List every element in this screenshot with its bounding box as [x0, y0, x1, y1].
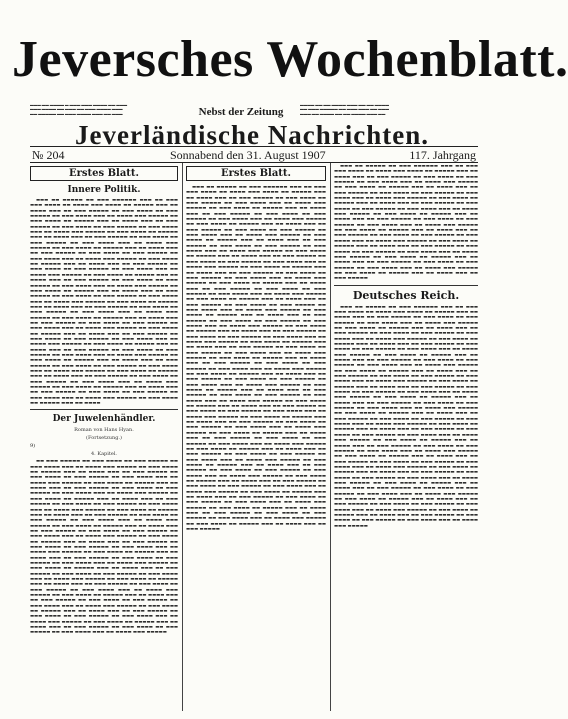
header-rule-top	[30, 146, 478, 147]
article-body-3a: ▬▬▬ ▬▬ ▬▬▬▬▬ ▬▬ ▬▬▬ ▬▬▬▬▬▬ ▬▬▬ ▬▬ ▬▬▬ ▬▬▬ ▬▬▬▬ ▬▬ ▬▬▬▬ ▬▬▬ ▬▬▬▬ ▬▬ ▬▬▬▬▬ ▬▬▬ ▬▬ ▬▬▬▬ ▬▬▬ ▬▬ ▬▬▬ ▬▬▬▬▬ ▬▬ ▬▬▬ ▬▬▬▬ ▬▬ ▬▬▬ ▬▬▬▬▬ ▬▬ ▬▬▬ ▬▬▬▬ ▬▬▬ ▬▬ ▬▬▬▬ ▬▬▬ ▬▬▬▬▬ ▬▬ ▬▬▬ ▬▬▬▬ ▬▬ ▬▬▬▬▬ ▬▬▬ ▬▬ ▬▬▬▬ ▬▬▬ ▬▬ ▬▬▬ ▬▬▬▬▬ ▬▬ ▬▬▬ ▬▬▬▬ ▬▬ ▬▬▬ ▬▬▬▬▬ ▬▬ ▬▬▬ ▬▬▬▬ ▬▬▬ ▬▬ ▬▬▬▬ ▬▬▬ ▬▬▬▬▬ ▬▬ ▬▬▬ ▬▬▬▬ ▬▬ ▬▬▬▬▬ ▬▬▬ ▬▬ ▬▬▬▬ ▬▬▬ ▬▬ ▬▬▬ ▬▬▬▬▬ ▬▬ ▬▬▬ ▬▬▬▬ ▬▬ ▬▬▬ ▬▬▬▬▬ ▬▬ ▬▬▬ ▬▬▬▬ ▬▬▬ ▬▬ ▬▬▬▬ ▬▬▬ ▬▬▬▬▬ ▬▬ ▬▬▬ ▬▬▬▬ ▬▬ ▬▬▬▬▬ ▬▬▬ ▬▬ ▬▬▬▬ ▬▬▬ ▬▬ ▬▬▬ ▬▬▬▬▬ ▬▬ ▬▬▬ ▬▬▬▬ ▬▬ ▬▬▬ ▬▬▬▬▬ ▬▬ ▬▬▬ ▬▬▬▬ ▬▬▬ ▬▬ ▬▬▬▬ ▬▬▬ ▬▬▬▬▬ ▬▬ ▬▬▬ ▬▬▬▬ ▬▬ ▬▬▬▬▬ ▬▬▬ ▬▬ ▬▬▬▬ ▬▬▬ ▬▬ ▬▬▬ ▬▬▬▬▬ ▬▬ ▬▬▬ ▬▬▬▬ ▬▬ ▬▬▬ ▬▬▬▬▬ ▬▬ ▬▬▬ ▬▬▬▬ ▬▬▬ ▬▬ ▬▬▬▬ ▬▬▬ ▬▬▬▬▬ ▬▬ ▬▬▬ ▬▬▬▬ ▬▬ ▬▬▬▬▬ ▬▬▬ ▬▬ ▬▬▬▬ ▬▬▬ ▬▬ ▬▬▬ ▬▬▬▬▬ ▬▬ ▬▬▬ ▬▬▬▬ ▬▬ ▬▬▬ ▬▬▬▬▬ ▬▬ ▬▬▬ ▬▬▬▬ ▬▬▬ ▬▬ ▬▬▬▬ ▬▬▬ ▬▬▬▬▬ ▬▬ ▬▬▬ ▬▬▬▬ ▬▬ ▬▬▬▬▬ ▬▬▬ ▬▬ ▬▬▬▬ ▬▬▬ ▬▬ ▬▬▬ ▬▬▬▬▬ ▬▬ ▬▬▬ ▬▬▬▬ ▬▬ ▬▬▬ ▬▬▬▬▬ ▬▬ ▬▬▬ ▬▬▬▬ ▬▬▬ ▬▬ ▬▬▬▬ ▬▬▬ ▬▬▬▬▬ ▬▬ ▬▬▬ ▬▬▬▬ ▬▬ ▬▬▬▬▬ ▬▬▬ ▬▬ ▬▬▬▬ ▬▬▬ ▬▬ ▬▬▬ ▬▬▬▬▬	[334, 164, 478, 282]
issue-date: Sonnabend den 31. August 1907	[170, 148, 326, 162]
section-separator-3	[334, 285, 478, 286]
serial-continuation: (Fortsetzung.)	[86, 435, 122, 442]
column-1	[30, 164, 178, 712]
publisher-note-right: ▬▬▬▬ ▬▬ ▬▬ ▬▬▬▬ ▬▬▬ ▬▬ ▬▬ ▬▬▬▬ ▬▬ ▬▬▬ ▬▬▬▬▬ ▬▬ ▬▬▬ ▬▬▬ ▬▬ ▬▬▬ ▬▬▬ ▬▬ ▬▬▬▬ ▬▬ ▬▬ ▬▬▬▬ ▬▬▬ ▬▬	[300, 103, 389, 116]
dateline	[30, 148, 478, 162]
serial-author: Roman von Hans Hyan.	[74, 427, 134, 434]
section-separator	[30, 409, 178, 410]
section-heading-reich: Deutsches Reich.	[352, 288, 460, 302]
masthead-title: Jeversches Wochenblatt.	[12, 31, 568, 88]
article-body-2: ▬▬▬ ▬▬ ▬▬▬▬▬ ▬▬ ▬▬▬ ▬▬▬▬▬▬ ▬▬▬ ▬▬ ▬▬▬ ▬▬▬ ▬▬▬▬ ▬▬ ▬▬▬▬ ▬▬▬ ▬▬▬▬ ▬▬ ▬▬▬▬▬ ▬▬▬ ▬▬ ▬▬▬▬ ▬▬▬ ▬▬ ▬▬▬ ▬▬▬▬▬ ▬▬ ▬▬▬ ▬▬▬▬ ▬▬ ▬▬▬ ▬▬▬▬▬ ▬▬ ▬▬▬ ▬▬▬▬ ▬▬▬ ▬▬ ▬▬▬▬ ▬▬▬ ▬▬▬▬▬ ▬▬ ▬▬▬ ▬▬▬▬ ▬▬ ▬▬▬▬▬ ▬▬▬ ▬▬ ▬▬▬▬ ▬▬▬ ▬▬ ▬▬▬ ▬▬▬▬▬ ▬▬ ▬▬▬ ▬▬▬▬ ▬▬ ▬▬▬ ▬▬▬▬▬ ▬▬ ▬▬▬ ▬▬▬▬ ▬▬▬ ▬▬ ▬▬▬▬ ▬▬▬ ▬▬▬▬▬ ▬▬ ▬▬▬ ▬▬▬▬ ▬▬ ▬▬▬▬▬ ▬▬▬ ▬▬ ▬▬▬▬ ▬▬▬ ▬▬ ▬▬▬ ▬▬▬▬▬ ▬▬ ▬▬▬ ▬▬▬▬ ▬▬ ▬▬▬ ▬▬▬▬▬ ▬▬ ▬▬▬ ▬▬▬▬ ▬▬▬ ▬▬ ▬▬▬▬ ▬▬▬ ▬▬▬▬▬ ▬▬ ▬▬▬ ▬▬▬▬ ▬▬ ▬▬▬▬▬ ▬▬▬ ▬▬ ▬▬▬▬ ▬▬▬ ▬▬ ▬▬▬ ▬▬▬▬▬ ▬▬ ▬▬▬ ▬▬▬▬ ▬▬ ▬▬▬ ▬▬▬▬▬ ▬▬ ▬▬▬ ▬▬▬▬ ▬▬▬ ▬▬ ▬▬▬▬ ▬▬▬ ▬▬▬▬▬ ▬▬ ▬▬▬ ▬▬▬▬ ▬▬ ▬▬▬▬▬ ▬▬▬ ▬▬ ▬▬▬▬ ▬▬▬ ▬▬ ▬▬▬ ▬▬▬▬▬ ▬▬ ▬▬▬ ▬▬▬▬ ▬▬ ▬▬▬ ▬▬▬▬▬ ▬▬ ▬▬▬ ▬▬▬▬ ▬▬▬ ▬▬ ▬▬▬▬ ▬▬▬ ▬▬▬▬▬ ▬▬ ▬▬▬ ▬▬▬▬ ▬▬ ▬▬▬▬▬ ▬▬▬ ▬▬ ▬▬▬▬ ▬▬▬ ▬▬ ▬▬▬ ▬▬▬▬▬ ▬▬ ▬▬▬ ▬▬▬▬ ▬▬ ▬▬▬ ▬▬▬▬▬ ▬▬ ▬▬▬ ▬▬▬▬ ▬▬▬ ▬▬ ▬▬▬▬ ▬▬▬ ▬▬▬▬▬ ▬▬ ▬▬▬ ▬▬▬▬ ▬▬ ▬▬▬▬▬ ▬▬▬ ▬▬ ▬▬▬▬ ▬▬▬ ▬▬ ▬▬▬ ▬▬▬▬▬ ▬▬ ▬▬▬ ▬▬▬▬ ▬▬ ▬▬▬ ▬▬▬▬▬ ▬▬ ▬▬▬ ▬▬▬▬ ▬▬▬ ▬▬ ▬▬▬▬ ▬▬▬ ▬▬▬▬▬ ▬▬ ▬▬▬ ▬▬▬▬ ▬▬ ▬▬▬▬▬ ▬▬▬ ▬▬ ▬▬▬▬ ▬▬▬ ▬▬ ▬▬▬ ▬▬▬▬▬ ▬▬ ▬▬▬ ▬▬▬▬ ▬▬ ▬▬▬ ▬▬▬▬▬ ▬▬ ▬▬▬ ▬▬▬▬ ▬▬▬ ▬▬ ▬▬▬▬ ▬▬▬ ▬▬▬▬▬ ▬▬ ▬▬▬ ▬▬▬▬ ▬▬ ▬▬▬▬▬ ▬▬▬ ▬▬ ▬▬▬▬ ▬▬▬ ▬▬ ▬▬▬ ▬▬▬▬▬ ▬▬ ▬▬▬ ▬▬▬▬ ▬▬ ▬▬▬ ▬▬▬▬▬ ▬▬ ▬▬▬ ▬▬▬▬ ▬▬▬ ▬▬ ▬▬▬▬ ▬▬▬ ▬▬▬▬▬ ▬▬ ▬▬▬ ▬▬▬▬ ▬▬ ▬▬▬▬▬ ▬▬▬ ▬▬ ▬▬▬▬ ▬▬▬ ▬▬ ▬▬▬ ▬▬▬▬▬ ▬▬ ▬▬▬ ▬▬▬▬ ▬▬ ▬▬▬ ▬▬▬▬▬ ▬▬ ▬▬▬ ▬▬▬▬ ▬▬▬ ▬▬ ▬▬▬▬ ▬▬▬ ▬▬▬▬▬ ▬▬ ▬▬▬ ▬▬▬▬ ▬▬ ▬▬▬▬▬ ▬▬▬ ▬▬ ▬▬▬▬ ▬▬▬ ▬▬ ▬▬▬ ▬▬▬▬▬ ▬▬ ▬▬▬ ▬▬▬▬ ▬▬ ▬▬▬ ▬▬▬▬▬ ▬▬ ▬▬▬ ▬▬▬▬ ▬▬▬ ▬▬ ▬▬▬▬ ▬▬▬ ▬▬▬▬▬ ▬▬ ▬▬▬ ▬▬▬▬ ▬▬ ▬▬▬▬▬ ▬▬▬ ▬▬ ▬▬▬▬ ▬▬▬ ▬▬ ▬▬▬ ▬▬▬▬▬ ▬▬ ▬▬▬ ▬▬▬▬ ▬▬ ▬▬▬ ▬▬▬▬▬ ▬▬ ▬▬▬ ▬▬▬▬ ▬▬▬ ▬▬ ▬▬▬▬ ▬▬▬ ▬▬▬▬▬ ▬▬ ▬▬▬ ▬▬▬▬ ▬▬ ▬▬▬▬▬ ▬▬▬ ▬▬ ▬▬▬▬ ▬▬▬ ▬▬ ▬▬▬ ▬▬▬▬▬ ▬▬ ▬▬▬ ▬▬▬▬ ▬▬ ▬▬▬ ▬▬▬▬▬ ▬▬ ▬▬▬ ▬▬▬▬ ▬▬▬ ▬▬ ▬▬▬▬ ▬▬▬ ▬▬▬▬▬ ▬▬ ▬▬▬ ▬▬▬▬ ▬▬ ▬▬▬▬▬ ▬▬▬ ▬▬ ▬▬▬▬ ▬▬▬ ▬▬ ▬▬▬ ▬▬▬▬▬ ▬▬ ▬▬▬ ▬▬▬▬ ▬▬ ▬▬▬ ▬▬▬▬▬ ▬▬ ▬▬▬ ▬▬▬▬ ▬▬▬ ▬▬ ▬▬▬▬ ▬▬▬ ▬▬▬▬▬ ▬▬ ▬▬▬ ▬▬▬▬ ▬▬ ▬▬▬▬▬ ▬▬▬ ▬▬ ▬▬▬▬ ▬▬▬ ▬▬ ▬▬▬ ▬▬▬▬▬ ▬▬ ▬▬▬ ▬▬▬▬ ▬▬ ▬▬▬ ▬▬▬▬▬ ▬▬ ▬▬▬ ▬▬▬▬ ▬▬▬ ▬▬ ▬▬▬▬ ▬▬▬ ▬▬▬▬▬ ▬▬ ▬▬▬ ▬▬▬▬ ▬▬ ▬▬▬▬▬ ▬▬▬ ▬▬ ▬▬▬▬ ▬▬▬ ▬▬ ▬▬▬ ▬▬▬▬▬ ▬▬ ▬▬▬ ▬▬▬▬ ▬▬ ▬▬▬ ▬▬▬▬▬ ▬▬ ▬▬▬ ▬▬▬▬ ▬▬▬ ▬▬ ▬▬▬▬ ▬▬▬ ▬▬▬▬▬ ▬▬ ▬▬▬ ▬▬▬▬ ▬▬ ▬▬▬▬▬ ▬▬▬ ▬▬ ▬▬▬▬ ▬▬▬ ▬▬ ▬▬▬ ▬▬▬▬▬ ▬▬ ▬▬▬ ▬▬▬▬ ▬▬ ▬▬▬ ▬▬▬▬▬ ▬▬ ▬▬▬ ▬▬▬▬ ▬▬▬ ▬▬ ▬▬▬▬ ▬▬▬ ▬▬▬▬▬ ▬▬ ▬▬▬ ▬▬▬▬ ▬▬ ▬▬▬▬▬ ▬▬▬ ▬▬ ▬▬▬▬ ▬▬▬ ▬▬ ▬▬▬ ▬▬▬▬▬ ▬▬ ▬▬▬ ▬▬▬▬ ▬▬ ▬▬▬ ▬▬▬▬▬ ▬▬ ▬▬▬ ▬▬▬▬ ▬▬▬ ▬▬ ▬▬▬▬ ▬▬▬ ▬▬▬▬▬ ▬▬ ▬▬▬ ▬▬▬▬ ▬▬ ▬▬▬▬▬ ▬▬▬ ▬▬ ▬▬▬▬ ▬▬▬ ▬▬ ▬▬▬ ▬▬▬▬▬ ▬▬ ▬▬▬ ▬▬▬▬ ▬▬ ▬▬▬ ▬▬▬▬▬ ▬▬ ▬▬▬ ▬▬▬▬ ▬▬▬ ▬▬ ▬▬▬▬ ▬▬▬ ▬▬▬▬▬ ▬▬ ▬▬▬ ▬▬▬▬ ▬▬ ▬▬▬▬▬ ▬▬▬ ▬▬ ▬▬▬▬ ▬▬▬ ▬▬ ▬▬▬ ▬▬▬▬▬ ▬▬ ▬▬▬ ▬▬▬▬ ▬▬ ▬▬▬ ▬▬▬▬▬ ▬▬ ▬▬▬ ▬▬▬▬ ▬▬▬ ▬▬ ▬▬▬▬ ▬▬▬ ▬▬▬▬▬ ▬▬ ▬▬▬ ▬▬▬▬ ▬▬ ▬▬▬▬▬ ▬▬▬ ▬▬ ▬▬▬▬ ▬▬▬ ▬▬ ▬▬▬ ▬▬▬▬▬ ▬▬ ▬▬▬ ▬▬▬▬ ▬▬ ▬▬▬ ▬▬▬▬▬ ▬▬ ▬▬▬ ▬▬▬▬ ▬▬▬ ▬▬ ▬▬▬▬ ▬▬▬ ▬▬▬▬▬ ▬▬ ▬▬▬ ▬▬▬▬ ▬▬ ▬▬▬▬▬ ▬▬▬ ▬▬ ▬▬▬▬ ▬▬▬ ▬▬ ▬▬▬ ▬▬▬▬▬ ▬▬ ▬▬▬ ▬▬▬▬ ▬▬ ▬▬▬ ▬▬▬▬▬ ▬▬ ▬▬▬ ▬▬▬▬ ▬▬▬ ▬▬ ▬▬▬▬ ▬▬▬ ▬▬▬▬▬ ▬▬ ▬▬▬ ▬▬▬▬ ▬▬ ▬▬▬▬▬ ▬▬▬ ▬▬ ▬▬▬▬ ▬▬▬ ▬▬ ▬▬▬ ▬▬▬▬▬	[186, 185, 326, 532]
section-box-head: Erstes Blatt.	[30, 166, 178, 181]
column-2	[186, 164, 326, 712]
subheader-title: Jeverländische Nachrichten.	[75, 120, 429, 150]
publisher-note-left: ▬▬▬ ▬▬ ▬▬▬▬ ▬ ▬▬▬ ▬▬▬ ▬▬▬▬ ▬▬ ▬▬▬ ▬▬▬ ▬▬▬▬ ▬▬ ▬▬▬ ▬▬ ▬▬▬ ▬▬▬▬ ▬▬▬ ▬▬ ▬▬▬▬▬ ▬▬ ▬▬▬ ▬▬▬▬ ▬▬▬ ▬▬ ▬▬▬	[30, 103, 128, 116]
column-3	[334, 164, 478, 712]
serial-installment-number: 9)	[30, 443, 36, 450]
subheader-nebst: Nebst der Zeitung	[198, 106, 284, 118]
issue-number: № 204	[32, 148, 65, 162]
column-divider-1	[182, 163, 183, 711]
article-body-3b: ▬▬▬ ▬▬ ▬▬▬▬▬ ▬▬ ▬▬▬ ▬▬▬▬▬▬ ▬▬▬ ▬▬ ▬▬▬ ▬▬▬ ▬▬▬▬ ▬▬ ▬▬▬▬ ▬▬▬ ▬▬▬▬ ▬▬ ▬▬▬▬▬ ▬▬▬ ▬▬ ▬▬▬▬ ▬▬▬ ▬▬ ▬▬▬ ▬▬▬▬▬ ▬▬ ▬▬▬ ▬▬▬▬ ▬▬ ▬▬▬ ▬▬▬▬▬ ▬▬ ▬▬▬ ▬▬▬▬ ▬▬▬ ▬▬ ▬▬▬▬ ▬▬▬ ▬▬▬▬▬ ▬▬ ▬▬▬ ▬▬▬▬ ▬▬ ▬▬▬▬▬ ▬▬▬ ▬▬ ▬▬▬▬ ▬▬▬ ▬▬ ▬▬▬ ▬▬▬▬▬ ▬▬ ▬▬▬ ▬▬▬▬ ▬▬ ▬▬▬ ▬▬▬▬▬ ▬▬ ▬▬▬ ▬▬▬▬ ▬▬▬ ▬▬ ▬▬▬▬ ▬▬▬ ▬▬▬▬▬ ▬▬ ▬▬▬ ▬▬▬▬ ▬▬ ▬▬▬▬▬ ▬▬▬ ▬▬ ▬▬▬▬ ▬▬▬ ▬▬ ▬▬▬ ▬▬▬▬▬ ▬▬ ▬▬▬ ▬▬▬▬ ▬▬ ▬▬▬ ▬▬▬▬▬ ▬▬ ▬▬▬ ▬▬▬▬ ▬▬▬ ▬▬ ▬▬▬▬ ▬▬▬ ▬▬▬▬▬ ▬▬ ▬▬▬ ▬▬▬▬ ▬▬ ▬▬▬▬▬ ▬▬▬ ▬▬ ▬▬▬▬ ▬▬▬ ▬▬ ▬▬▬ ▬▬▬▬▬ ▬▬ ▬▬▬ ▬▬▬▬ ▬▬ ▬▬▬ ▬▬▬▬▬ ▬▬ ▬▬▬ ▬▬▬▬ ▬▬▬ ▬▬ ▬▬▬▬ ▬▬▬ ▬▬▬▬▬ ▬▬ ▬▬▬ ▬▬▬▬ ▬▬ ▬▬▬▬▬ ▬▬▬ ▬▬ ▬▬▬▬ ▬▬▬ ▬▬ ▬▬▬ ▬▬▬▬▬ ▬▬ ▬▬▬ ▬▬▬▬ ▬▬ ▬▬▬ ▬▬▬▬▬ ▬▬ ▬▬▬ ▬▬▬▬ ▬▬▬ ▬▬ ▬▬▬▬ ▬▬▬ ▬▬▬▬▬ ▬▬ ▬▬▬ ▬▬▬▬ ▬▬ ▬▬▬▬▬ ▬▬▬ ▬▬ ▬▬▬▬ ▬▬▬ ▬▬ ▬▬▬ ▬▬▬▬▬ ▬▬ ▬▬▬ ▬▬▬▬ ▬▬ ▬▬▬ ▬▬▬▬▬ ▬▬ ▬▬▬ ▬▬▬▬ ▬▬▬ ▬▬ ▬▬▬▬ ▬▬▬ ▬▬▬▬▬ ▬▬ ▬▬▬ ▬▬▬▬ ▬▬ ▬▬▬▬▬ ▬▬▬ ▬▬ ▬▬▬▬ ▬▬▬ ▬▬ ▬▬▬ ▬▬▬▬▬ ▬▬ ▬▬▬ ▬▬▬▬ ▬▬ ▬▬▬ ▬▬▬▬▬ ▬▬ ▬▬▬ ▬▬▬▬ ▬▬▬ ▬▬ ▬▬▬▬ ▬▬▬ ▬▬▬▬▬ ▬▬ ▬▬▬ ▬▬▬▬ ▬▬ ▬▬▬▬▬ ▬▬▬ ▬▬ ▬▬▬▬ ▬▬▬ ▬▬ ▬▬▬ ▬▬▬▬▬ ▬▬ ▬▬▬ ▬▬▬▬ ▬▬ ▬▬▬ ▬▬▬▬▬ ▬▬ ▬▬▬ ▬▬▬▬ ▬▬▬ ▬▬ ▬▬▬▬ ▬▬▬ ▬▬▬▬▬ ▬▬ ▬▬▬ ▬▬▬▬ ▬▬ ▬▬▬▬▬ ▬▬▬ ▬▬ ▬▬▬▬ ▬▬▬ ▬▬ ▬▬▬ ▬▬▬▬▬ ▬▬ ▬▬▬ ▬▬▬▬ ▬▬ ▬▬▬ ▬▬▬▬▬ ▬▬ ▬▬▬ ▬▬▬▬ ▬▬▬ ▬▬ ▬▬▬▬ ▬▬▬ ▬▬▬▬▬ ▬▬ ▬▬▬ ▬▬▬▬ ▬▬ ▬▬▬▬▬ ▬▬▬ ▬▬ ▬▬▬▬ ▬▬▬ ▬▬ ▬▬▬ ▬▬▬▬▬ ▬▬ ▬▬▬ ▬▬▬▬ ▬▬ ▬▬▬ ▬▬▬▬▬ ▬▬ ▬▬▬ ▬▬▬▬ ▬▬▬ ▬▬ ▬▬▬▬ ▬▬▬ ▬▬▬▬▬ ▬▬ ▬▬▬ ▬▬▬▬ ▬▬ ▬▬▬▬▬ ▬▬▬ ▬▬ ▬▬▬▬ ▬▬▬ ▬▬ ▬▬▬ ▬▬▬▬▬ ▬▬ ▬▬▬ ▬▬▬▬ ▬▬ ▬▬▬ ▬▬▬▬▬ ▬▬ ▬▬▬ ▬▬▬▬ ▬▬▬ ▬▬ ▬▬▬▬ ▬▬▬ ▬▬▬▬▬ ▬▬ ▬▬▬ ▬▬▬▬ ▬▬ ▬▬▬▬▬ ▬▬▬ ▬▬ ▬▬▬▬ ▬▬▬ ▬▬ ▬▬▬ ▬▬▬▬▬ ▬▬ ▬▬▬ ▬▬▬▬ ▬▬ ▬▬▬ ▬▬▬▬▬ ▬▬ ▬▬▬ ▬▬▬▬ ▬▬▬ ▬▬ ▬▬▬▬ ▬▬▬ ▬▬▬▬▬ ▬▬ ▬▬▬ ▬▬▬▬ ▬▬ ▬▬▬▬▬ ▬▬▬ ▬▬ ▬▬▬▬ ▬▬▬ ▬▬ ▬▬▬ ▬▬▬▬▬ ▬▬ ▬▬▬ ▬▬▬▬ ▬▬ ▬▬▬ ▬▬▬▬▬ ▬▬ ▬▬▬ ▬▬▬▬ ▬▬▬ ▬▬ ▬▬▬▬ ▬▬▬ ▬▬▬▬▬ ▬▬ ▬▬▬ ▬▬▬▬ ▬▬ ▬▬▬▬▬ ▬▬▬ ▬▬ ▬▬▬▬ ▬▬▬ ▬▬ ▬▬▬ ▬▬▬▬▬ ▬▬ ▬▬▬ ▬▬▬▬ ▬▬ ▬▬▬ ▬▬▬▬▬ ▬▬ ▬▬▬ ▬▬▬▬ ▬▬▬ ▬▬ ▬▬▬▬ ▬▬▬ ▬▬▬▬▬ ▬▬ ▬▬▬ ▬▬▬▬ ▬▬ ▬▬▬▬▬ ▬▬▬ ▬▬ ▬▬▬▬ ▬▬▬ ▬▬ ▬▬▬ ▬▬▬▬▬ ▬▬ ▬▬▬ ▬▬▬▬ ▬▬ ▬▬▬ ▬▬▬▬▬ ▬▬ ▬▬▬ ▬▬▬▬ ▬▬▬ ▬▬ ▬▬▬▬ ▬▬▬ ▬▬▬▬▬	[334, 304, 478, 529]
section-heading-politics: Innere Politik.	[67, 185, 141, 195]
serial-body: ▬▬ ▬▬▬ ▬▬▬▬▬ ▬▬ ▬▬▬ ▬▬▬▬ ▬▬ ▬▬▬ ▬▬▬▬▬ ▬▬ ▬▬▬ ▬▬▬▬ ▬▬▬ ▬▬ ▬▬▬▬ ▬▬▬ ▬▬▬▬▬ ▬▬ ▬▬▬ ▬▬▬▬ ▬▬ ▬▬▬▬▬ ▬▬▬ ▬▬ ▬▬▬▬ ▬▬▬ ▬▬ ▬▬▬ ▬▬▬▬▬ ▬▬ ▬▬▬ ▬▬▬▬ ▬▬ ▬▬▬ ▬▬▬▬▬ ▬▬ ▬▬▬ ▬▬▬▬ ▬▬▬ ▬▬ ▬▬▬▬ ▬▬▬ ▬▬▬▬▬ ▬▬ ▬▬▬ ▬▬▬▬ ▬▬ ▬▬▬▬▬ ▬▬▬ ▬▬ ▬▬▬▬ ▬▬▬ ▬▬ ▬▬▬ ▬▬▬▬▬ ▬▬ ▬▬▬ ▬▬▬▬ ▬▬ ▬▬▬ ▬▬▬▬▬ ▬▬ ▬▬▬ ▬▬▬▬ ▬▬▬ ▬▬ ▬▬▬▬ ▬▬▬ ▬▬▬▬▬ ▬▬ ▬▬▬ ▬▬▬▬ ▬▬ ▬▬▬▬▬ ▬▬▬ ▬▬ ▬▬▬▬ ▬▬▬ ▬▬ ▬▬▬ ▬▬▬▬▬ ▬▬ ▬▬▬ ▬▬▬▬ ▬▬ ▬▬▬ ▬▬▬▬▬ ▬▬ ▬▬▬ ▬▬▬▬ ▬▬▬ ▬▬ ▬▬▬▬ ▬▬▬ ▬▬▬▬▬ ▬▬ ▬▬▬ ▬▬▬▬ ▬▬ ▬▬▬▬▬ ▬▬▬ ▬▬ ▬▬▬▬ ▬▬▬ ▬▬ ▬▬▬ ▬▬▬▬▬ ▬▬ ▬▬▬ ▬▬▬▬ ▬▬ ▬▬▬ ▬▬▬▬▬ ▬▬ ▬▬▬ ▬▬▬▬ ▬▬▬ ▬▬ ▬▬▬▬ ▬▬▬ ▬▬▬▬▬ ▬▬ ▬▬▬ ▬▬▬▬ ▬▬ ▬▬▬▬▬ ▬▬▬ ▬▬ ▬▬▬▬ ▬▬▬ ▬▬ ▬▬▬ ▬▬▬▬▬ ▬▬ ▬▬▬ ▬▬▬▬ ▬▬ ▬▬▬ ▬▬▬▬▬ ▬▬ ▬▬▬ ▬▬▬▬ ▬▬▬ ▬▬ ▬▬▬▬ ▬▬▬ ▬▬▬▬▬ ▬▬ ▬▬▬ ▬▬▬▬ ▬▬ ▬▬▬▬▬ ▬▬▬ ▬▬ ▬▬▬▬ ▬▬▬ ▬▬ ▬▬▬ ▬▬▬▬▬ ▬▬ ▬▬▬ ▬▬▬▬ ▬▬ ▬▬▬ ▬▬▬▬▬ ▬▬ ▬▬▬ ▬▬▬▬ ▬▬▬ ▬▬ ▬▬▬▬ ▬▬▬ ▬▬▬▬▬ ▬▬ ▬▬▬ ▬▬▬▬ ▬▬ ▬▬▬▬▬ ▬▬▬ ▬▬ ▬▬▬▬ ▬▬▬ ▬▬ ▬▬▬ ▬▬▬▬▬ ▬▬ ▬▬▬ ▬▬▬▬ ▬▬ ▬▬▬ ▬▬▬▬▬ ▬▬ ▬▬▬ ▬▬▬▬ ▬▬▬ ▬▬ ▬▬▬▬ ▬▬▬ ▬▬▬▬▬ ▬▬ ▬▬▬ ▬▬▬▬ ▬▬ ▬▬▬▬▬ ▬▬▬ ▬▬ ▬▬▬▬ ▬▬▬ ▬▬ ▬▬▬ ▬▬▬▬▬ ▬▬ ▬▬▬ ▬▬▬▬ ▬▬ ▬▬▬ ▬▬▬▬▬ ▬▬ ▬▬▬ ▬▬▬▬ ▬▬▬ ▬▬ ▬▬▬▬ ▬▬▬ ▬▬▬▬▬ ▬▬ ▬▬▬ ▬▬▬▬ ▬▬ ▬▬▬▬▬ ▬▬▬ ▬▬ ▬▬▬▬ ▬▬▬ ▬▬ ▬▬▬ ▬▬▬▬▬ ▬▬ ▬▬▬ ▬▬▬▬ ▬▬ ▬▬▬ ▬▬▬▬▬ ▬▬ ▬▬▬ ▬▬▬▬ ▬▬▬ ▬▬ ▬▬▬▬ ▬▬▬ ▬▬▬▬▬ ▬▬ ▬▬▬ ▬▬▬▬ ▬▬ ▬▬▬▬▬ ▬▬▬ ▬▬ ▬▬▬▬ ▬▬▬ ▬▬ ▬▬▬ ▬▬▬▬▬ ▬▬ ▬▬▬ ▬▬▬▬ ▬▬ ▬▬▬ ▬▬▬▬▬ ▬▬ ▬▬▬ ▬▬▬▬ ▬▬▬ ▬▬ ▬▬▬▬ ▬▬▬ ▬▬▬▬▬ ▬▬ ▬▬▬ ▬▬▬▬ ▬▬ ▬▬▬▬▬ ▬▬▬ ▬▬ ▬▬▬▬ ▬▬▬ ▬▬ ▬▬▬ ▬▬▬▬▬ ▬▬ ▬▬▬ ▬▬▬▬ ▬▬ ▬▬▬ ▬▬▬▬▬ ▬▬ ▬▬▬ ▬▬▬▬ ▬▬▬ ▬▬ ▬▬▬▬ ▬▬▬ ▬▬▬▬▬ ▬▬ ▬▬▬ ▬▬▬▬ ▬▬ ▬▬▬▬▬ ▬▬▬ ▬▬ ▬▬▬▬ ▬▬▬ ▬▬ ▬▬▬ ▬▬▬▬▬ ▬▬ ▬▬▬ ▬▬▬▬ ▬▬ ▬▬▬ ▬▬▬▬▬ ▬▬ ▬▬▬ ▬▬▬▬ ▬▬▬ ▬▬ ▬▬▬▬ ▬▬▬ ▬▬▬▬▬	[30, 459, 178, 636]
column-divider-2	[330, 163, 331, 711]
header-rule-bottom	[30, 162, 478, 163]
volume: 117. Jahrgang	[409, 148, 476, 162]
section-heading-feuilleton: Der Juwelenhändler.	[52, 414, 156, 425]
article-body: ▬▬▬ ▬▬ ▬▬▬▬▬ ▬▬ ▬▬▬ ▬▬▬▬▬▬ ▬▬▬ ▬▬ ▬▬▬ ▬▬▬ ▬▬▬▬ ▬▬ ▬▬▬▬ ▬▬▬ ▬▬▬▬ ▬▬ ▬▬▬▬▬ ▬▬▬ ▬▬ ▬▬▬▬ ▬▬▬ ▬▬ ▬▬▬ ▬▬▬▬▬ ▬▬ ▬▬▬ ▬▬▬▬ ▬▬ ▬▬▬ ▬▬▬▬▬ ▬▬ ▬▬▬ ▬▬▬▬ ▬▬▬ ▬▬ ▬▬▬▬ ▬▬▬ ▬▬▬▬▬ ▬▬ ▬▬▬ ▬▬▬▬ ▬▬ ▬▬▬▬▬ ▬▬▬ ▬▬ ▬▬▬▬ ▬▬▬ ▬▬ ▬▬▬ ▬▬▬▬▬ ▬▬ ▬▬▬ ▬▬▬▬ ▬▬ ▬▬▬ ▬▬▬▬▬ ▬▬ ▬▬▬ ▬▬▬▬ ▬▬▬ ▬▬ ▬▬▬▬ ▬▬▬ ▬▬▬▬▬ ▬▬ ▬▬▬ ▬▬▬▬ ▬▬ ▬▬▬▬▬ ▬▬▬ ▬▬ ▬▬▬▬ ▬▬▬ ▬▬ ▬▬▬ ▬▬▬▬▬ ▬▬ ▬▬▬ ▬▬▬▬ ▬▬ ▬▬▬ ▬▬▬▬▬ ▬▬ ▬▬▬ ▬▬▬▬ ▬▬▬ ▬▬ ▬▬▬▬ ▬▬▬ ▬▬▬▬▬ ▬▬ ▬▬▬ ▬▬▬▬ ▬▬ ▬▬▬▬▬ ▬▬▬ ▬▬ ▬▬▬▬ ▬▬▬ ▬▬ ▬▬▬ ▬▬▬▬▬ ▬▬ ▬▬▬ ▬▬▬▬ ▬▬ ▬▬▬ ▬▬▬▬▬ ▬▬ ▬▬▬ ▬▬▬▬ ▬▬▬ ▬▬ ▬▬▬▬ ▬▬▬ ▬▬▬▬▬ ▬▬ ▬▬▬ ▬▬▬▬ ▬▬ ▬▬▬▬▬ ▬▬▬ ▬▬ ▬▬▬▬ ▬▬▬ ▬▬ ▬▬▬ ▬▬▬▬▬ ▬▬ ▬▬▬ ▬▬▬▬ ▬▬ ▬▬▬ ▬▬▬▬▬ ▬▬ ▬▬▬ ▬▬▬▬ ▬▬▬ ▬▬ ▬▬▬▬ ▬▬▬ ▬▬▬▬▬ ▬▬ ▬▬▬ ▬▬▬▬ ▬▬ ▬▬▬▬▬ ▬▬▬ ▬▬ ▬▬▬▬ ▬▬▬ ▬▬ ▬▬▬ ▬▬▬▬▬ ▬▬ ▬▬▬ ▬▬▬▬ ▬▬ ▬▬▬ ▬▬▬▬▬ ▬▬ ▬▬▬ ▬▬▬▬ ▬▬▬ ▬▬ ▬▬▬▬ ▬▬▬ ▬▬▬▬▬ ▬▬ ▬▬▬ ▬▬▬▬ ▬▬ ▬▬▬▬▬ ▬▬▬ ▬▬ ▬▬▬▬ ▬▬▬ ▬▬ ▬▬▬ ▬▬▬▬▬ ▬▬ ▬▬▬ ▬▬▬▬ ▬▬ ▬▬▬ ▬▬▬▬▬ ▬▬ ▬▬▬ ▬▬▬▬ ▬▬▬ ▬▬ ▬▬▬▬ ▬▬▬ ▬▬▬▬▬ ▬▬ ▬▬▬ ▬▬▬▬ ▬▬ ▬▬▬▬▬ ▬▬▬ ▬▬ ▬▬▬▬ ▬▬▬ ▬▬ ▬▬▬ ▬▬▬▬▬ ▬▬ ▬▬▬ ▬▬▬▬ ▬▬ ▬▬▬ ▬▬▬▬▬ ▬▬ ▬▬▬ ▬▬▬▬ ▬▬▬ ▬▬ ▬▬▬▬ ▬▬▬ ▬▬▬▬▬ ▬▬ ▬▬▬ ▬▬▬▬ ▬▬ ▬▬▬▬▬ ▬▬▬ ▬▬ ▬▬▬▬ ▬▬▬ ▬▬ ▬▬▬ ▬▬▬▬▬ ▬▬ ▬▬▬ ▬▬▬▬ ▬▬ ▬▬▬ ▬▬▬▬▬ ▬▬ ▬▬▬ ▬▬▬▬ ▬▬▬ ▬▬ ▬▬▬▬ ▬▬▬ ▬▬▬▬▬ ▬▬ ▬▬▬ ▬▬▬▬ ▬▬ ▬▬▬▬▬ ▬▬▬ ▬▬ ▬▬▬▬ ▬▬▬ ▬▬ ▬▬▬ ▬▬▬▬▬ ▬▬ ▬▬▬ ▬▬▬▬ ▬▬ ▬▬▬ ▬▬▬▬▬ ▬▬ ▬▬▬ ▬▬▬▬ ▬▬▬ ▬▬ ▬▬▬▬ ▬▬▬ ▬▬▬▬▬ ▬▬ ▬▬▬ ▬▬▬▬ ▬▬ ▬▬▬▬▬ ▬▬▬ ▬▬ ▬▬▬▬ ▬▬▬ ▬▬ ▬▬▬ ▬▬▬▬▬ ▬▬ ▬▬▬ ▬▬▬▬ ▬▬ ▬▬▬ ▬▬▬▬▬ ▬▬ ▬▬▬ ▬▬▬▬ ▬▬▬ ▬▬ ▬▬▬▬ ▬▬▬ ▬▬▬▬▬ ▬▬ ▬▬▬ ▬▬▬▬ ▬▬ ▬▬▬▬▬ ▬▬▬ ▬▬ ▬▬▬▬ ▬▬▬ ▬▬ ▬▬▬ ▬▬▬▬▬ ▬▬ ▬▬▬ ▬▬▬▬ ▬▬ ▬▬▬ ▬▬▬▬▬ ▬▬ ▬▬▬ ▬▬▬▬ ▬▬▬ ▬▬ ▬▬▬▬ ▬▬▬ ▬▬▬▬▬ ▬▬ ▬▬▬ ▬▬▬▬ ▬▬ ▬▬▬▬▬ ▬▬▬ ▬▬ ▬▬▬▬ ▬▬▬ ▬▬ ▬▬▬ ▬▬▬▬▬ ▬▬ ▬▬▬ ▬▬▬▬ ▬▬ ▬▬▬ ▬▬▬▬▬ ▬▬ ▬▬▬ ▬▬▬▬ ▬▬▬ ▬▬ ▬▬▬▬ ▬▬▬ ▬▬▬▬▬ ▬▬ ▬▬▬ ▬▬▬▬ ▬▬ ▬▬▬▬▬ ▬▬▬ ▬▬ ▬▬▬▬ ▬▬▬ ▬▬ ▬▬▬ ▬▬▬▬▬ ▬▬ ▬▬▬ ▬▬▬▬ ▬▬ ▬▬▬ ▬▬▬▬▬ ▬▬ ▬▬▬ ▬▬▬▬ ▬▬▬ ▬▬ ▬▬▬▬ ▬▬▬ ▬▬▬▬▬ ▬▬ ▬▬▬ ▬▬▬▬ ▬▬ ▬▬▬▬▬ ▬▬▬ ▬▬ ▬▬▬▬	[30, 198, 178, 407]
serial-chapter: 4. Kapitel.	[90, 451, 118, 458]
section-box-head-2: Erstes Blatt.	[186, 166, 326, 181]
